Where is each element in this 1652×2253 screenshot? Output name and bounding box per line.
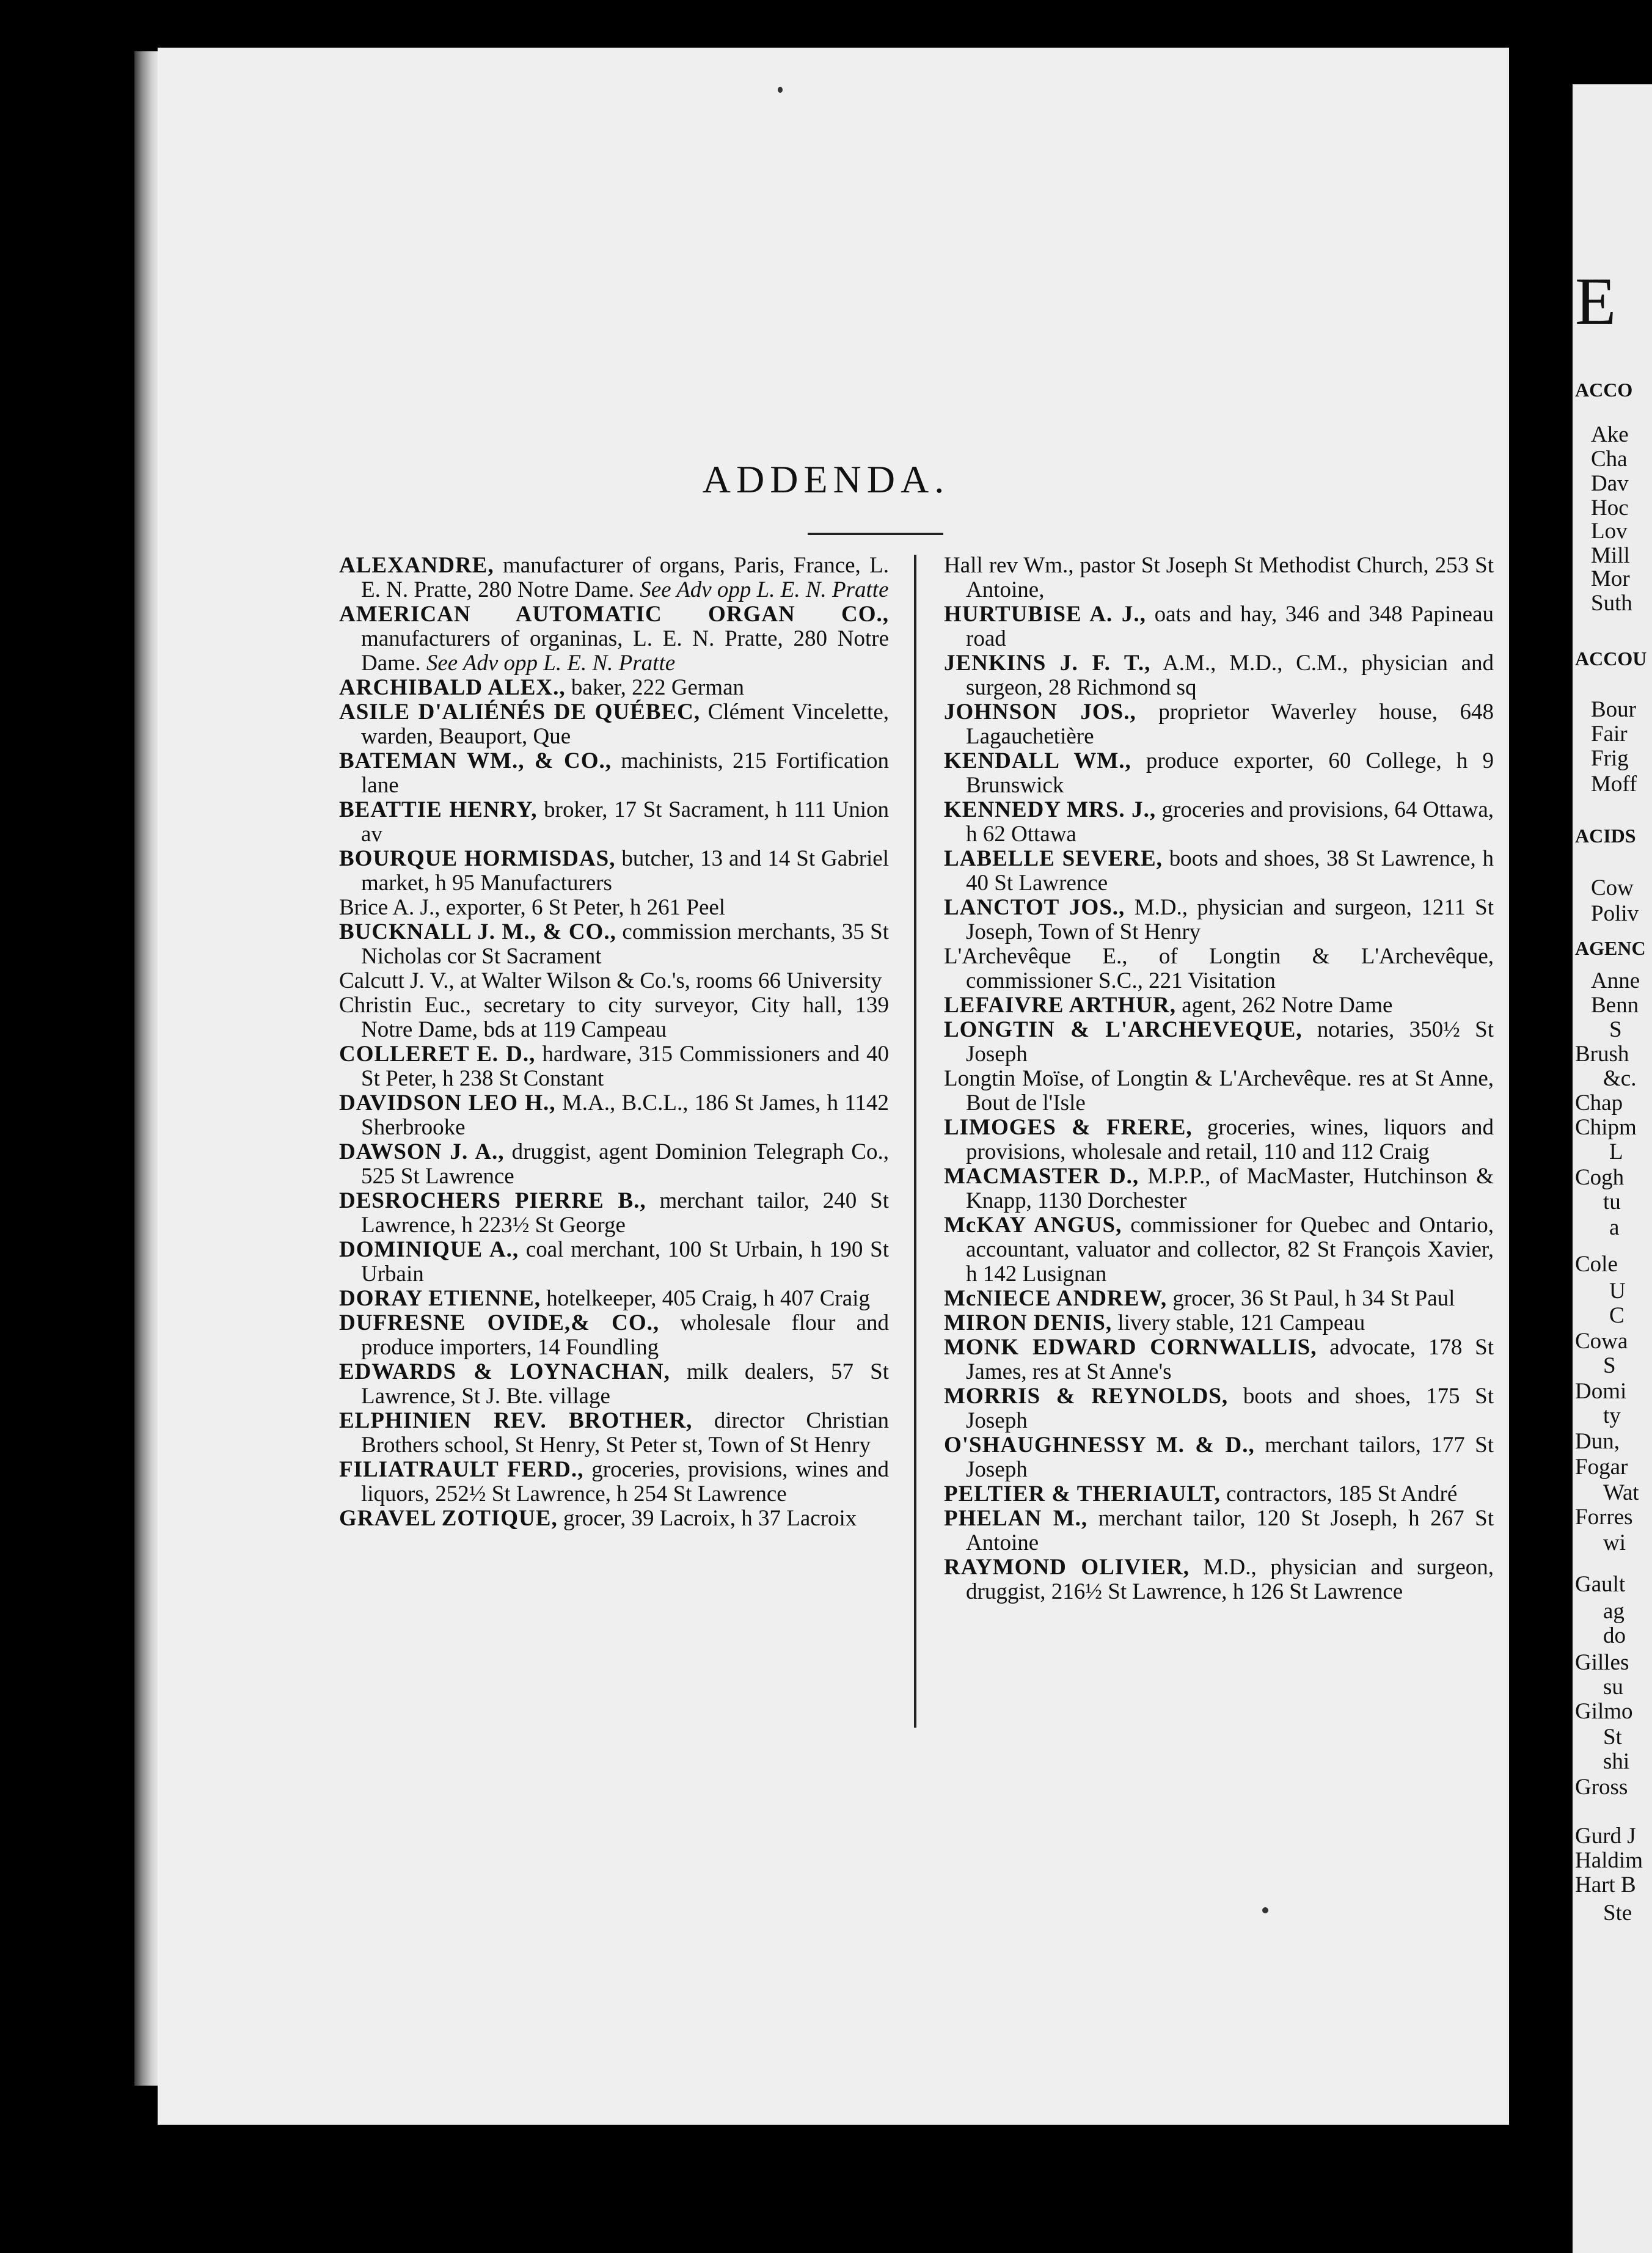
adjacent-page-text: ACIDS [1575,825,1636,847]
entry-details: hotelkeeper, 405 Craig, h 407 Craig [540,1286,870,1311]
adjacent-page-text: Ake [1591,422,1629,447]
adjacent-page-text: Mill [1591,543,1630,568]
entry-name: DAWSON J. A., [339,1139,505,1164]
directory-entry [944,1555,1494,1604]
entry-name: AMERICAN AUTOMATIC ORGAN CO., [339,602,889,627]
adjacent-page-text: Gilles [1575,1650,1629,1675]
directory-entry [944,1213,1494,1287]
print-speck [1262,1907,1268,1913]
column-divider [914,555,916,1728]
adjacent-page-text: Dav [1591,471,1629,496]
adjacent-page-text: Fair [1591,721,1628,747]
adjacent-page-fragment [1573,84,1652,2253]
directory-entry [339,1238,889,1287]
entry-details: livery stable, 121 Campeau [1112,1310,1365,1335]
entry-details: agent, 262 Notre Dame [1175,993,1393,1018]
adjacent-page-text: U [1609,1279,1626,1304]
book-binding [0,0,134,2253]
entry-name: RAYMOND OLIVIER, [944,1555,1190,1580]
entry-name: HURTUBISE A. J., [944,602,1146,627]
entry-name: LIMOGES & FRERE, [944,1115,1193,1140]
adjacent-page-text: L [1609,1139,1623,1164]
adjacent-page-text: E [1575,268,1617,335]
directory-entry [339,700,889,749]
adjacent-page-text: &c. [1603,1066,1637,1091]
entry-name: JOHNSON JOS., [944,699,1136,725]
adjacent-page-text: Wat [1603,1480,1639,1505]
directory-entry [944,993,1494,1018]
print-speck [778,87,783,93]
adjacent-page-text: wi [1603,1530,1626,1555]
entry-details: grocer, 36 St Paul, h 34 St Paul [1167,1286,1455,1311]
adjacent-page-text: ag [1603,1599,1625,1624]
adjacent-page-text: do [1603,1623,1626,1648]
entry-name: LEFAIVRE ARTHUR, [944,993,1176,1018]
page-edge [134,51,159,2086]
adjacent-page-text: Cha [1591,447,1628,472]
directory-entry [339,1189,889,1238]
adjacent-page-text: Bour [1591,697,1636,722]
adjacent-page-text: Domi [1575,1379,1627,1404]
directory-entry [339,1042,889,1091]
entry-name: LANCTOT JOS., [944,895,1125,920]
directory-entry [339,1360,889,1409]
directory-entry [944,651,1494,700]
right-column [944,553,1494,1604]
entry-details: coal merchant, 100 St Urbain, h 190 St Urbain [361,1237,889,1287]
directory-entry [339,749,889,798]
directory-entry [944,944,1494,993]
directory-entry [339,1140,889,1189]
directory-entry [339,1458,889,1506]
adjacent-page-text: Cowa [1575,1329,1628,1354]
adjacent-page-text: ACCO [1575,379,1633,401]
entry-name: EDWARDS & LOYNACHAN, [339,1359,670,1384]
entry-name: MIRON DENIS, [944,1310,1113,1335]
entry-details: M.D., physician and surgeon, druggist, 216½ St Lawrence, h 126 St Lawrence [966,1555,1494,1604]
directory-entry [944,1482,1494,1506]
adjacent-page-text: Chipm [1575,1115,1637,1140]
entry-name: FILIATRAULT FERD., [339,1457,584,1482]
directory-entry [339,896,889,920]
entry-name: ELPHINIEN REV. BROTHER, [339,1408,693,1433]
adjacent-page-text: Cow [1591,875,1634,900]
adjacent-page-text: shi [1603,1749,1630,1774]
directory-entry [339,993,889,1042]
adjacent-page-text: Brush [1575,1042,1629,1067]
entry-name: LONGTIN & L'ARCHEVEQUE, [944,1017,1303,1042]
adjacent-page-text: Gross [1575,1775,1628,1800]
entry-details: butcher, 13 and 14 St Gabriel market, h 95 Manufacturers [361,846,889,896]
entry-name: PHELAN M., [944,1506,1088,1531]
adjacent-page-text: AGENC [1575,937,1646,959]
entry-details: Longtin Moïse, of Longtin & L'Archevêque. res at St Anne, Bout de l'Isle [944,1066,1494,1116]
adjacent-page-text: Forres [1575,1505,1633,1530]
entry-name: KENNEDY MRS. J., [944,797,1157,822]
directory-entry [944,1287,1494,1311]
adjacent-page-text: Benn [1591,993,1639,1018]
entry-name: MONK EDWARD CORNWALLIS, [944,1335,1317,1360]
entry-details: produce exporter, 60 College, h 9 Brunswick [966,748,1494,798]
directory-entry [339,969,889,993]
directory-entry [944,1018,1494,1067]
entry-details: Calcutt J. V., at Walter Wilson & Co.'s, rooms 66 University [339,968,882,993]
directory-entry [339,1091,889,1140]
adjacent-page-text: S [1603,1353,1616,1378]
entry-details: oats and hay, 346 and 348 Papineau road [966,602,1494,651]
page-title: ADDENDA. [702,458,950,501]
directory-entry [944,847,1494,896]
adjacent-page-text: Mor [1591,566,1630,591]
directory-entry [339,1409,889,1458]
entry-name: ARCHIBALD ALEX., [339,675,566,700]
adjacent-page-text: S [1609,1017,1622,1042]
advertisement-reference: See Adv opp L. E. N. Pratte [640,577,889,602]
entry-name: DUFRESNE OVIDE,& CO., [339,1310,660,1335]
adjacent-page-text: Fogar [1575,1455,1628,1480]
directory-entry [339,920,889,969]
adjacent-page-text: Dun, [1575,1429,1620,1454]
directory-entry [944,1067,1494,1116]
entry-name: LABELLE SEVERE, [944,846,1163,871]
entry-name: PELTIER & THERIAULT, [944,1481,1221,1506]
adjacent-page-text: Frig [1591,746,1629,771]
entry-name: McNIECE ANDREW, [944,1286,1168,1311]
adjacent-page-text: Moff [1591,772,1637,797]
entry-details: notaries, 350½ St Joseph [966,1017,1494,1067]
entry-details: merchant tailor, 240 St Lawrence, h 223½ St George [361,1188,889,1238]
adjacent-page-text: Poliv [1591,901,1639,926]
adjacent-page-text: Haldim [1575,1848,1643,1873]
adjacent-page-text: Hart B [1575,1872,1636,1897]
directory-entry [339,847,889,896]
entry-name: COLLERET E. D., [339,1042,536,1067]
entry-details: M.A., B.C.L., 186 St James, h 1142 Sherbrooke [361,1090,889,1140]
entry-name: DORAY ETIENNE, [339,1286,541,1311]
directory-entry [339,798,889,847]
entry-details: commissioner for Quebec and Ontario, accountant, valuator and collector, 82 St François Xavier, h 142 Lusignan [966,1213,1494,1287]
entry-details: groceries, provisions, wines and liquors, 252½ St Lawrence, h 254 St Lawrence [361,1457,890,1506]
directory-entry [944,749,1494,798]
entry-name: KENDALL WM., [944,748,1131,773]
directory-entry [944,1164,1494,1213]
adjacent-page-text: Cole [1575,1252,1618,1277]
entry-name: MACMASTER D., [944,1164,1139,1189]
left-column [339,553,889,1531]
entry-details: merchant tailor, 120 St Joseph, h 267 St Antoine [966,1506,1494,1555]
entry-name: McKAY ANGUS, [944,1213,1122,1238]
entry-name: DESROCHERS PIERRE B., [339,1188,646,1213]
entry-name: BATEMAN WM., & CO., [339,748,612,773]
entry-name: BOURQUE HORMISDAS, [339,846,616,871]
entry-name: ALEXANDRE, [339,553,494,578]
entry-details: druggist, agent Dominion Telegraph Co., 525 St Lawrence [361,1139,889,1189]
adjacent-page-text: tu [1603,1189,1621,1214]
adjacent-page-text: St [1603,1725,1622,1750]
directory-entry [944,1433,1494,1482]
directory-entry [944,1506,1494,1555]
adjacent-page-text: ACCOU [1575,648,1647,670]
entry-details: Brice A. J., exporter, 6 St Peter, h 261 Peel [339,895,726,920]
directory-entry [944,896,1494,944]
entry-name: BEATTIE HENRY, [339,797,538,822]
directory-entry [339,553,889,602]
entry-details: proprietor Waverley house, 648 Lagauchetière [966,699,1494,749]
directory-entry [944,1384,1494,1433]
adjacent-page-text: ty [1603,1403,1621,1428]
entry-details: manufacturer of organs, Paris, France, L. E. N. Pratte, 280 Notre Dame. [361,553,889,602]
directory-entry [944,700,1494,749]
adjacent-page-text: C [1609,1303,1625,1328]
entry-details: contractors, 185 St André [1220,1481,1458,1506]
entry-details: milk dealers, 57 St Lawrence, St J. Bte. village [361,1359,889,1409]
entry-details: boots and shoes, 38 St Lawrence, h 40 St Lawrence [966,846,1494,896]
adjacent-page-text: Suth [1591,591,1632,616]
adjacent-page-text: a [1609,1215,1620,1240]
adjacent-page-text: Lov [1591,519,1628,544]
entry-details: L'Archevêque E., of Longtin & L'Archevêque, commissioner S.C., 221 Visitation [944,944,1494,993]
adjacent-page-text: Gault [1575,1572,1626,1597]
entry-name: JENKINS J. F. T., [944,651,1151,676]
directory-entry [339,602,889,676]
directory-entry [339,1506,889,1531]
entry-name: BUCKNALL J. M., & CO., [339,919,616,944]
adjacent-page-text: Chap [1575,1090,1623,1116]
adjacent-page-text: su [1603,1674,1623,1700]
directory-entry [339,676,889,700]
entry-details: manufacturers of organinas, L. E. N. Pratte, 280 Notre Dame. [361,626,889,676]
directory-entry [944,798,1494,847]
entry-details: director Christian Brothers school, St Henry, St Peter st, Town of St Henry [361,1408,889,1458]
entry-name: ASILE D'ALIÉNÉS DE QUÉBEC, [339,699,701,725]
entry-details: merchant tailors, 177 St Joseph [966,1433,1494,1482]
entry-details: Clément Vincelette, warden, Beauport, Que [361,699,889,749]
entry-details: groceries, wines, liquors and provisions, wholesale and retail, 110 and 112 Craig [966,1115,1494,1164]
entry-details: hardware, 315 Commissioners and 40 St Peter, h 238 St Constant [361,1042,889,1091]
directory-entry [944,602,1494,651]
adjacent-page-text: Anne [1591,968,1640,993]
entry-details: A.M., M.D., C.M., physician and surgeon, 28 Richmond sq [966,651,1494,700]
entry-details: baker, 222 German [565,675,745,700]
entry-details: broker, 17 St Sacrament, h 111 Union av [361,797,889,847]
entry-details: advocate, 178 St James, res at St Anne's [966,1335,1494,1384]
entry-details: M.D., physician and surgeon, 1211 St Joseph, Town of St Henry [966,895,1494,944]
entry-name: O'SHAUGHNESSY M. & D., [944,1433,1255,1458]
directory-entry [944,553,1494,602]
title-rule [808,533,943,535]
adjacent-page-text: Gurd J [1575,1824,1636,1849]
entry-details: Christin Euc., secretary to city surveyor, City hall, 139 Notre Dame, bds at 119 Campeau [339,993,889,1042]
entry-details: grocer, 39 Lacroix, h 37 Lacroix [557,1506,857,1531]
entry-details: commission merchants, 35 St Nicholas cor St Sacrament [361,919,889,969]
entry-name: DOMINIQUE A., [339,1237,519,1262]
adjacent-page-text: Gilmo [1575,1699,1633,1724]
adjacent-page-text: Cogh [1575,1165,1625,1190]
directory-entry [944,1116,1494,1164]
directory-entry [944,1311,1494,1335]
directory-entry [339,1287,889,1311]
advertisement-reference: See Adv opp L. E. N. Pratte [426,651,676,676]
adjacent-page-text: Ste [1603,1901,1632,1926]
entry-name: DAVIDSON LEO H., [339,1090,556,1116]
entry-name: GRAVEL ZOTIQUE, [339,1506,558,1531]
entry-details: Hall rev Wm., pastor St Joseph St Methodist Church, 253 St Antoine, [944,553,1494,602]
adjacent-page-text: Hoc [1591,495,1629,520]
entry-details: wholesale flour and produce importers, 14 Foundling [361,1310,889,1360]
entry-details: M.P.P., of MacMaster, Hutchinson & Knapp, 1130 Dorchester [966,1164,1494,1213]
entry-name: MORRIS & REYNOLDS, [944,1384,1229,1409]
entry-details: boots and shoes, 175 St Joseph [966,1384,1494,1433]
entry-details: groceries and provisions, 64 Ottawa, h 62 Ottawa [966,797,1494,847]
directory-entry [339,1311,889,1360]
entry-details: machinists, 215 Fortification lane [361,748,889,798]
directory-entry [944,1335,1494,1384]
